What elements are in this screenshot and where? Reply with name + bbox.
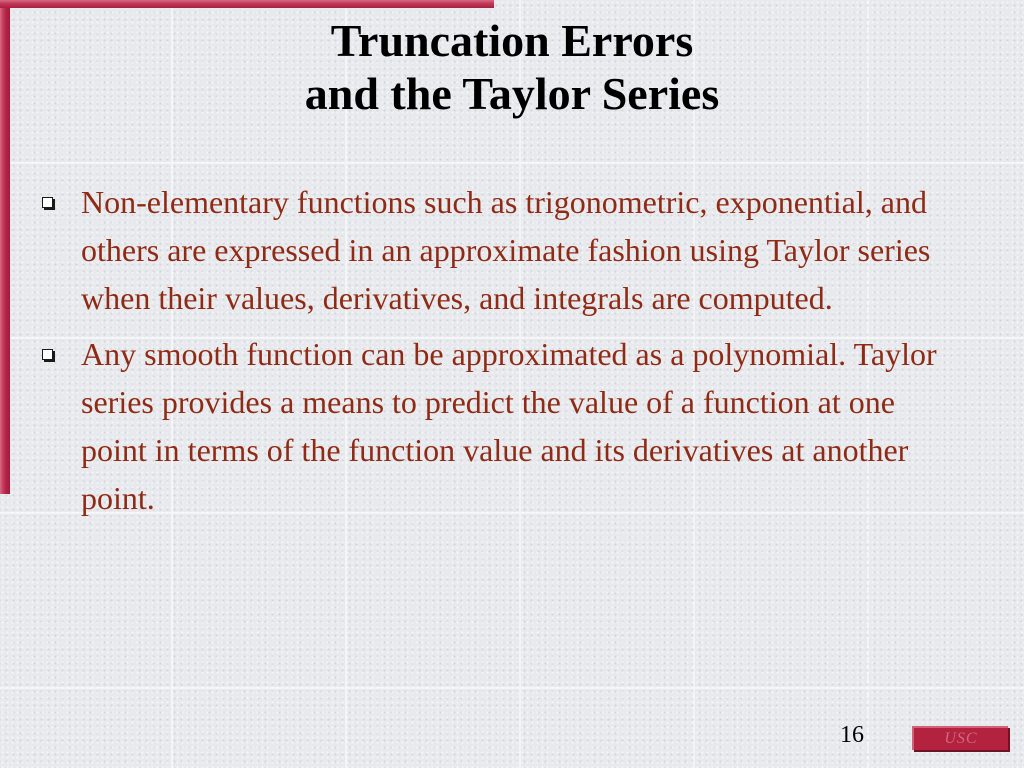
bullet-text: Non-elementary functions such as trigonometric, exponential, and others are expressed in an approximate fashion using Taylor series when their values, derivatives, and integrals are computed. (81, 184, 931, 316)
usc-logo (912, 726, 1008, 750)
top-accent-bar (0, 0, 494, 8)
bullet-item (40, 330, 940, 522)
title-line-2: and the Taylor Series (304, 68, 720, 119)
page-number: 16 (840, 722, 864, 748)
hollow-square-bullet-icon (42, 197, 53, 208)
logo-text: USC (944, 730, 978, 747)
bullet-list (40, 178, 940, 530)
hollow-square-bullet-icon (42, 349, 53, 360)
slide-title (0, 14, 1024, 120)
bullet-item (40, 178, 940, 322)
bullet-text: Any smooth function can be approximated as a polynomial. Taylor series provides a means to predict the value of a function at one point in terms of the function value and its derivatives at another point. (81, 336, 937, 516)
title-line-1: Truncation Errors (330, 15, 694, 66)
